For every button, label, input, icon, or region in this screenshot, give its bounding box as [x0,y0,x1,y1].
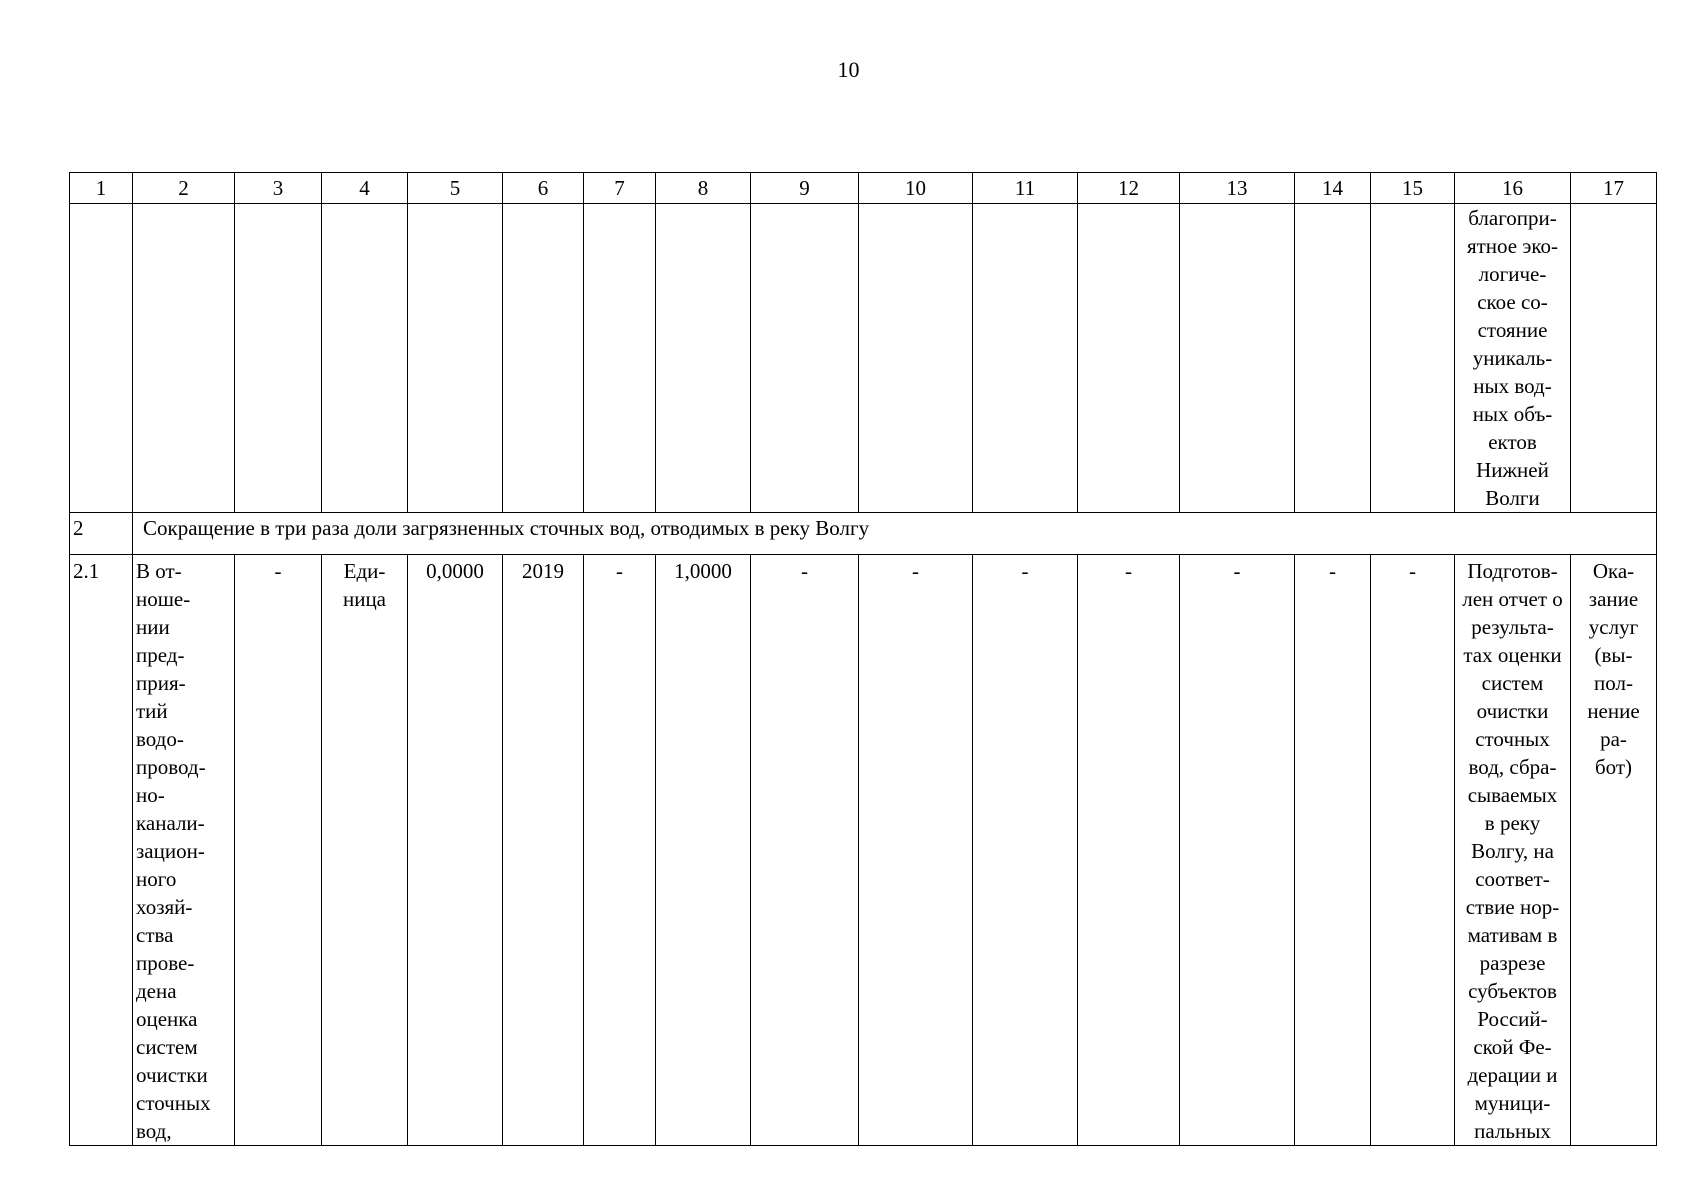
continued-row [70,204,1657,513]
table-cell [1180,204,1295,513]
column-header: 11 [973,173,1078,204]
result-type: Ока- зание услуг (вы- пол- нение ра- бот) [1571,555,1657,1146]
table-cell [1078,204,1180,513]
column-header: 2 [133,173,235,204]
table-cell [503,204,584,513]
item-description: В от- ноше- нии пред- прия- тий водо- провод- но- канали- зацион- ного хозяй- ства прове- дена оценка систем очистки сточных вод, [133,555,235,1146]
table-cell [235,204,322,513]
base-value-cell: 0,0000 [408,555,503,1146]
table-cell [751,204,859,513]
table-cell [322,204,408,513]
table-row [70,555,1657,1146]
target-value-cell: 1,0000 [656,555,751,1146]
column-header: 9 [751,173,859,204]
result-text-continued: благопри- ятное эко- логиче- ское со- стояние уникаль- ных вод- ных объ- ектов Нижней Волги [1455,204,1571,513]
column-header: 7 [584,173,656,204]
table-cell [1571,204,1657,513]
table-cell [656,204,751,513]
table-cell: - [751,555,859,1146]
table-cell [859,204,973,513]
table-cell [584,204,656,513]
column-header: 10 [859,173,973,204]
table-cell [1371,204,1455,513]
table-cell: - [973,555,1078,1146]
table-cell: - [1295,555,1371,1146]
table-cell [408,204,503,513]
column-header: 13 [1180,173,1295,204]
column-header: 5 [408,173,503,204]
unit-cell: Еди- ница [322,555,408,1146]
column-header: 17 [1571,173,1657,204]
table-cell: - [1371,555,1455,1146]
item-number: 2.1 [70,555,133,1146]
column-header: 14 [1295,173,1371,204]
base-year-cell: 2019 [503,555,584,1146]
page-number: 10 [837,57,860,82]
table-cell: - [859,555,973,1146]
column-header: 6 [503,173,584,204]
result-text: Подготов- лен отчет о результа- тах оценки систем очистки сточных вод, сбра- сываемых в реку Волгу, на соответ- ствие нор- мативам в разрезе субъектов Россий- ской Фе- дерации и муници- пальных [1455,555,1571,1146]
table-cell [1295,204,1371,513]
table-cell: - [584,555,656,1146]
table-cell [973,204,1078,513]
column-header: 4 [322,173,408,204]
section-title: Сокращение в три раза доли загрязненных сточных вод, отводимых в реку Волгу [133,513,1657,555]
column-header: 3 [235,173,322,204]
column-header: 12 [1078,173,1180,204]
table-cell: - [1180,555,1295,1146]
column-header: 16 [1455,173,1571,204]
column-header: 8 [656,173,751,204]
column-header: 1 [70,173,133,204]
section-row [70,513,1657,555]
table-cell [133,204,235,513]
table-cell [70,204,133,513]
section-number: 2 [70,513,133,555]
column-number-row [70,173,1657,204]
table-cell: - [235,555,322,1146]
column-header: 15 [1371,173,1455,204]
program-table [69,172,1657,1146]
table-cell: - [1078,555,1180,1146]
